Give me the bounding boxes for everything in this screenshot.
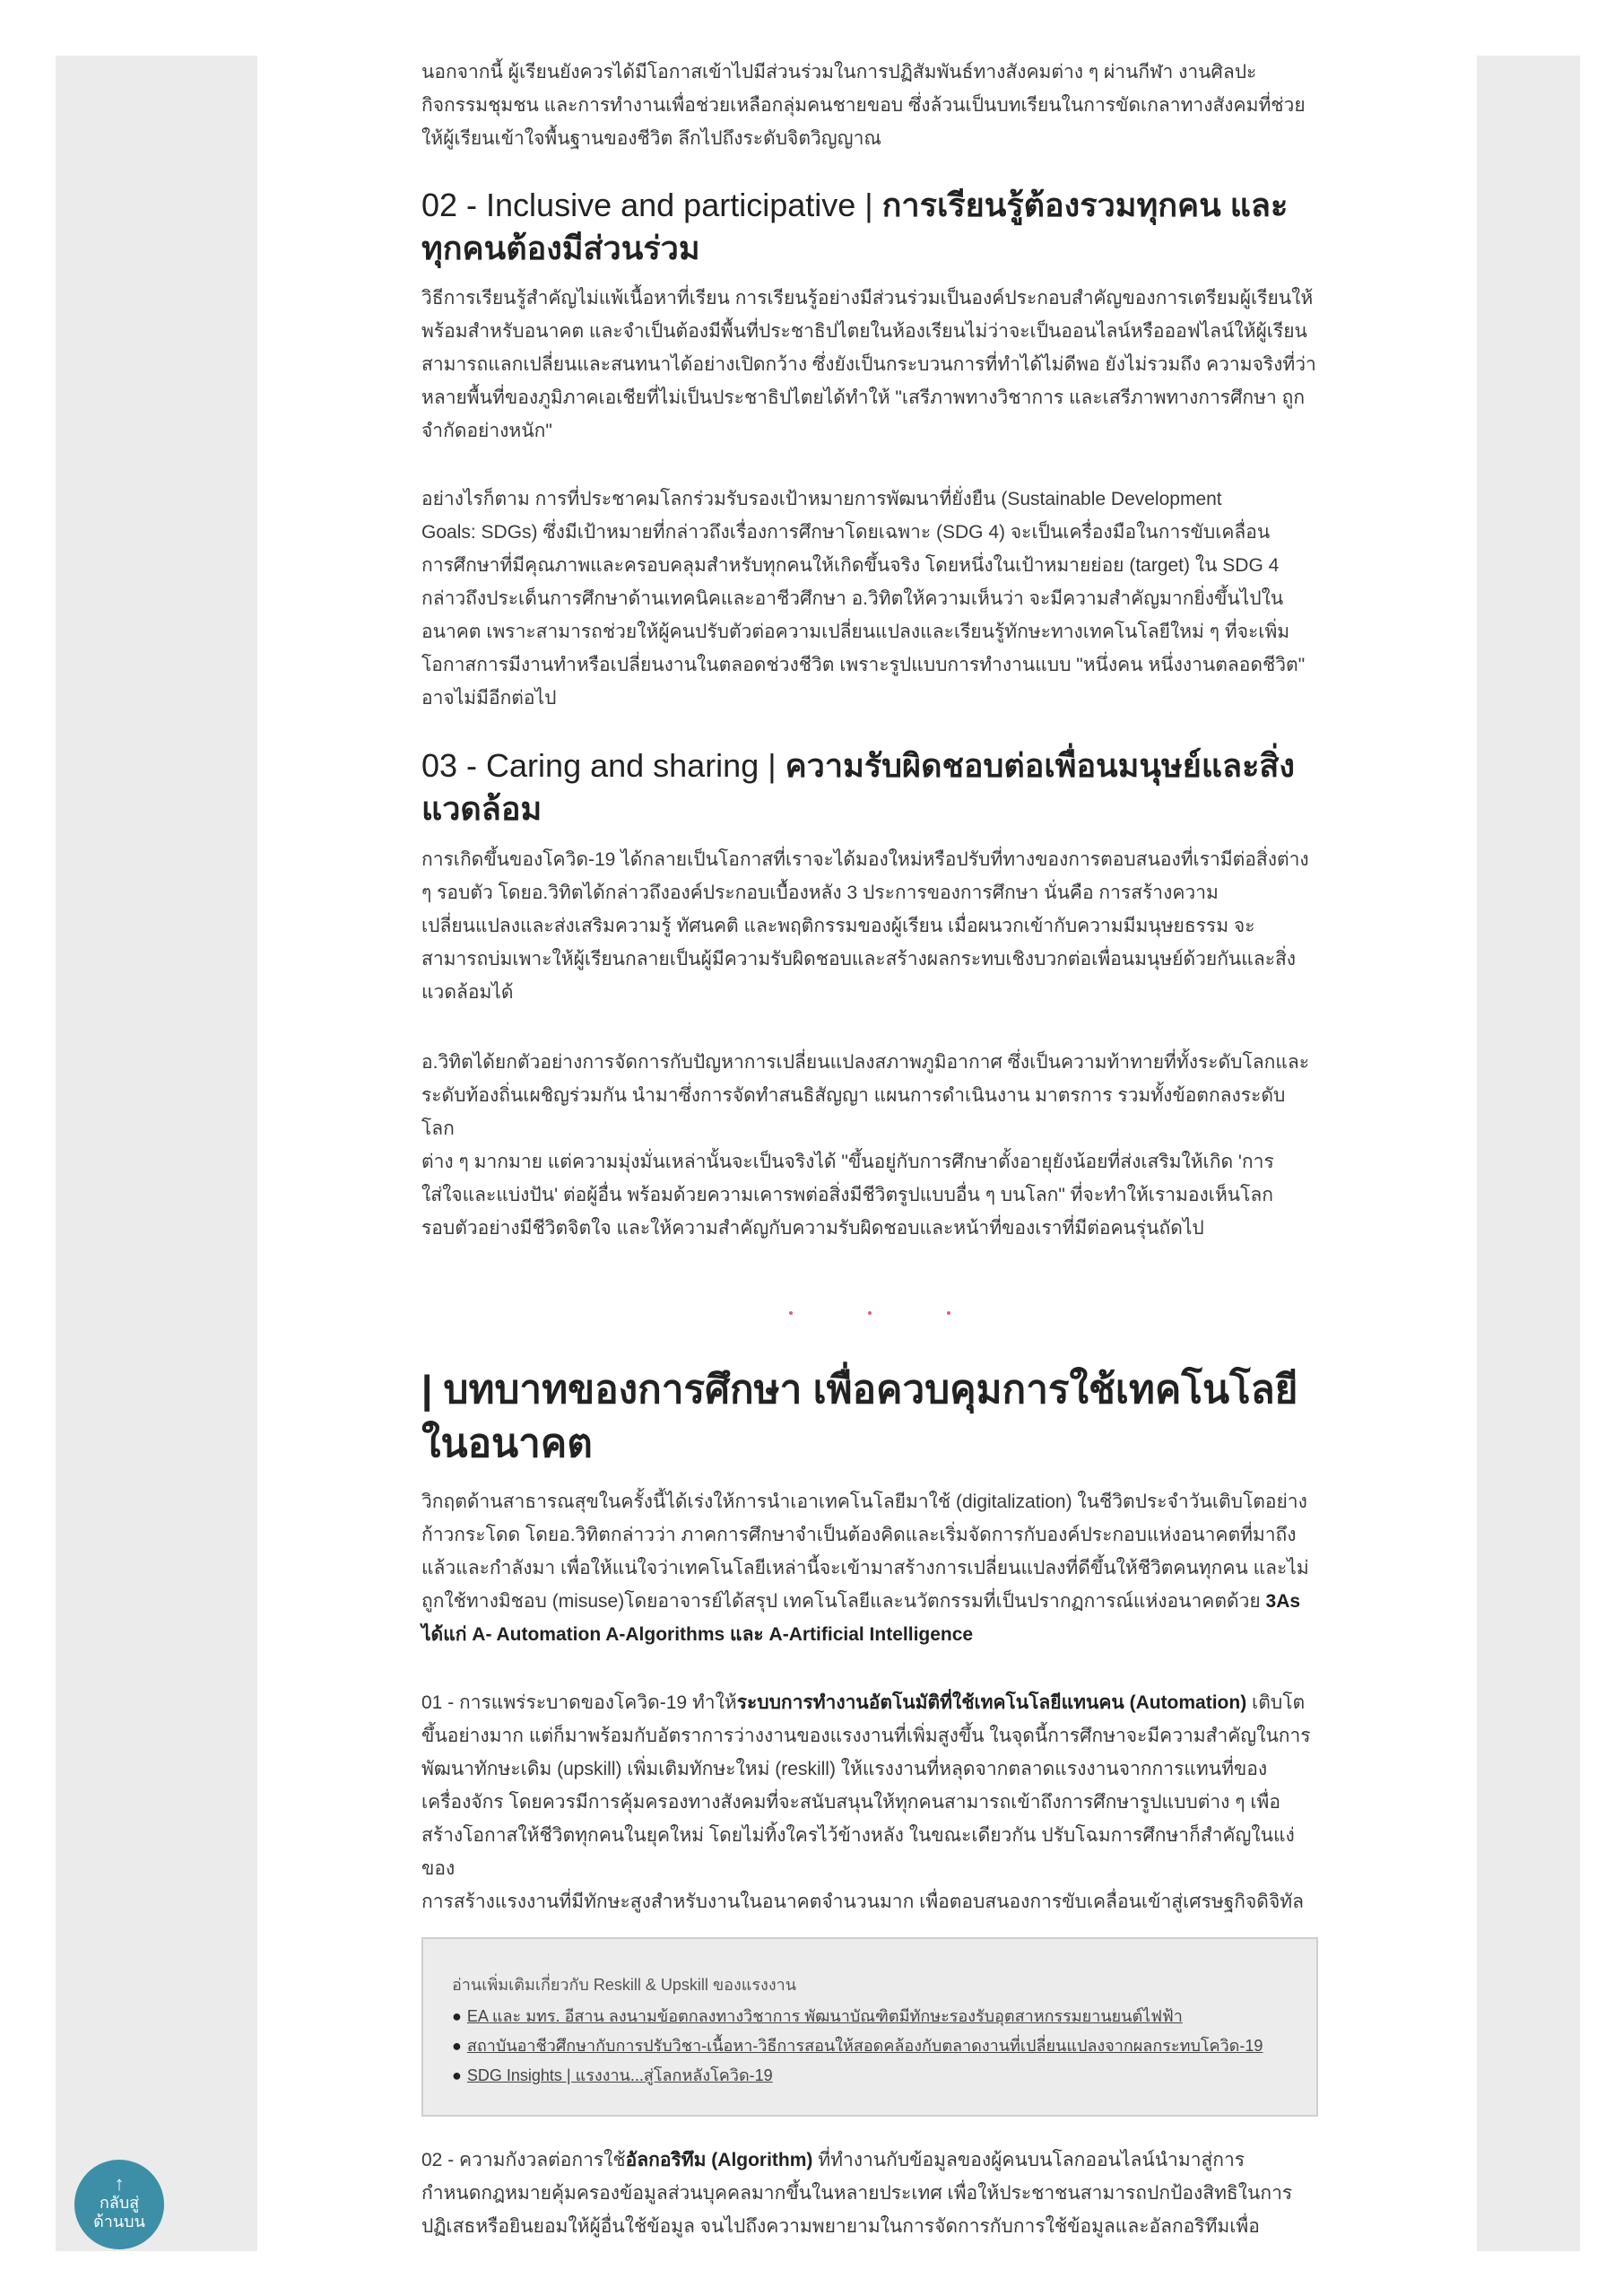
intro-paragraph: นอกจากนี้ ผู้เรียนยังควรได้มีโอกาสเข้าไปมีส่วนร่วมในการปฏิสัมพันธ์ทางสังคมต่าง ๆ ผ่านกีฬา งานศิลปะ กิจกรรมชุมชน และการทำงานเพื่อช่วยเหลือกลุ่มคนชายขอบ ซึ่งล้วนเป็นบทเรียนในการขัดเกลาทางสังคมที่ช่วย ให้ผู้เรียนเข้าใจพื้นฐานของชีวิต ลึกไปถึงระดับจิตวิญญาณ — [421, 62, 1306, 149]
paragraph-03b: อ.วิทิตได้ยกตัวอย่างการจัดการกับปัญหาการเปลี่ยนแปลงสภาพภูมิอากาศ ซึ่งเป็นความท้าทายที่ทั้งระดับโลกและ ระดับท้องถิ่นเผชิญร่วมกัน นำมาซึ่งการจัดทำสนธิสัญญา แผนการดำเนินงาน มาตรการ รวมทั้งข้อตกลงระดับโลก ต่าง ๆ มากมาย แต่ความมุ่งมั่นเหล่านั้นจะเป็นจริงได้ "ขึ้นอยู่กับการศึกษาตั้งอายุยังน้อยที่ส่งเสริมให้เกิด 'การ ใส่ใจและแบ่งปัน' ต่อผู้อื่น พร้อมด้วยความเคารพต่อสิ่งมีชีวิตรูปแบบอื่น ๆ บนโลก" ที่จะทำให้เรามองเห็นโลก รอบตัวอย่างมีชีวิตจิตใจ และให้ความสำคัญกับความรับผิดชอบและหน้าที่ของเราที่มีต่อคนรุ่นถัดไป — [421, 1052, 1310, 1239]
read-more-box — [421, 1937, 1318, 2117]
section-divider-dots — [789, 1311, 968, 1317]
paragraph-02b: อย่างไรก็ตาม การที่ประชาคมโลกร่วมรับรองเป้าหมายการพัฒนาที่ยั่งยืน (Sustainable Development Goals: SDGs) ซึ่งมีเป้าหมายที่กล่าวถึงเรื่องการศึกษาโดยเฉพาะ (SDG 4) จะเป็นเครื่องมือในการขับเคลื่อน การศึกษาที่มีคุณภาพและครอบคลุมสำหรับทุกคนให้เกิดขึ้นจริง โดยหนึ่งในเป้าหมายย่อย (target) ใน SDG 4 กล่าวถึงประเด็นการศึกษาด้านเทคนิคและอาชีวศึกษา อ.วิทิตให้ความเห็นว่า จะมีความสำคัญมากยิ่งขึ้นไปใน อนาคต เพราะสามารถช่วยให้ผู้คนปรับตัวต่อความเปลี่ยนแปลงและเรียนรู้ทักษะทางเทคโนโลยีใหม่ ๆ ที่จะเพิ่ม โอกาสการมีงานทำหรือเปลี่ยนงานในตลอดช่วงชีวิต เพราะรูปแบบการทำงานแบบ "หนึ่งคน หนึ่งงานตลอดชีวิต" อาจไม่มีอีกต่อไป — [421, 489, 1306, 709]
read-more-link-3[interactable]: SDG Insights | แรงงาน...สู่โลกหลังโควิด-19 — [466, 2066, 773, 2084]
read-more-link-2[interactable]: สถาบันอาชีวศึกษากับการปรับวิชา-เนื้อหา-วิธีการสอนให้สอดคล้องกับตลาดงานที่เปลี่ยนแปลงจากผลกระทบโควิด-19 — [466, 2037, 1263, 2055]
algorithm-post: ที่ทำงานกับข้อมูลของผู้คนบนโลกออนไลน์นำมาสู่การ กำหนดกฎหมายคุ้มครองข้อมูลส่วนบุคคลมากขึ้นในหลายประเทศ เพื่อให้ประชาชนสามารถปกป้องสิทธิในการ ปฏิเสธหรือยินยอมให้ผู้อื่นใช้ข้อมูล จนไปถึงความพยายามในการจัดการกับการใช้ข้อมูลและอัลกอริทึมเพื่อ — [421, 2150, 1293, 2237]
algorithm-bold: อัลกอริทึม (Algorithm) — [625, 2150, 813, 2170]
subheading-03-th: ความรับผิดชอบต่อเพื่อนมนุษย์และสิ่งแวดล้อม — [421, 747, 1295, 827]
section-paragraph-1 — [421, 1485, 1318, 1651]
arrow-up-icon: ↑ — [114, 2172, 125, 2195]
back-to-top-button[interactable] — [74, 2160, 164, 2249]
bullet: ● — [452, 2037, 462, 2055]
page-frame — [56, 56, 1580, 2251]
paragraph-02a: วิธีการเรียนรู้สำคัญไม่แพ้เนื้อหาที่เรียน การเรียนรู้อย่างมีส่วนร่วมเป็นองค์ประกอบสำคัญของการเตรียมผู้เรียนให้ พร้อมสำหรับอนาคต และจำเป็นต้องมีพื้นที่ประชาธิปไตยในห้องเรียนไม่ว่าจะเป็นออนไลน์หรือออฟไลน์ให้ผู้เรียน สามารถแลกเปลี่ยนและสนทนาได้อย่างเปิดกว้าง ซึ่งยังเป็นกระบวนการที่ทำได้ไม่ดีพอ ยังไม่รวมถึง ความจริงที่ว่า หลายพื้นที่ของภูมิภาคเอเชียที่ไม่เป็นประชาธิปไตยได้ทำให้ "เสรีภาพทางวิชาการ และเสรีภาพทางการศึกษา ถูก จำกัดอย่างหนัก" — [421, 288, 1316, 441]
read-more-list — [452, 2002, 1263, 2091]
algorithm-paragraph — [421, 2144, 1318, 2243]
subheading-02-en: 02 - Inclusive and participative | — [421, 187, 882, 223]
read-more-title: อ่านเพิ่มเติมเกี่ยวกับ Reskill & Upskill ของแรงงาน — [452, 1976, 797, 1994]
algorithm-pre: 02 - ความกังวลต่อการใช้ — [421, 2150, 626, 2170]
automation-bold: ระบบการทำงานอัตโนมัติที่ใช้เทคโนโลยีแทนคน (Automation) — [736, 1692, 1247, 1713]
article-column — [257, 56, 1477, 2251]
list-item — [452, 2031, 1263, 2061]
list-item — [452, 2002, 1263, 2031]
list-item — [452, 2061, 1263, 2091]
subheading-03-en: 03 - Caring and sharing | — [421, 747, 785, 784]
subheading-02-th: การเรียนรู้ต้องรวมทุกคน และทุกคนต้องมีส่วนร่วม — [421, 187, 1289, 266]
automation-post: เติบโต ขึ้นอย่างมาก แต่ก็มาพร้อมกับอัตราการว่างงานของแรงงานที่เพิ่มสูงขึ้น ในจุดนี้การศึกษาจะมีความสำคัญในการ พัฒนาทักษะเดิม (upskill) เพิ่มเติมทักษะใหม่ (reskill) ให้แรงงานที่หลุดจากตลาดแรงงานจากการแทนที่ของ เครื่องจักร โดยควรมีการคุ้มครองทางสังคมที่จะสนับสนุนให้ทุกคนสามารถเข้าถึงการศึกษารูปแบบต่าง ๆ เพื่อ สร้างโอกาสให้ชีวิตทุกคนในยุคใหม่ โดยไม่ทิ้งใครไว้ข้างหลัง ในขณะเดียวกัน ปรับโฉมการศึกษาก็สำคัญในแง่ของ การสร้างแรงงานที่มีทักษะสูงสำหรับงานในอนาคตจำนวนมาก เพื่อตอบสนองการขับเคลื่อนเข้าสู่เศรษฐกิจดิจิทัล — [421, 1692, 1311, 1912]
back-to-top-label: กลับสู่ ด้านบน — [93, 2194, 145, 2231]
read-more-link-1[interactable]: EA และ มทร. อีสาน ลงนามข้อตกลงทางวิชาการ พัฒนาบัณฑิตมีทักษะรองรับอุตสาหกรรมยานยนต์ไฟฟ้า — [466, 2007, 1183, 2025]
automation-pre: 01 - การแพร่ระบาดของโควิด-19 ทำให้ — [421, 1692, 737, 1713]
bullet: ● — [452, 2007, 462, 2025]
section-paragraph-1-3as: 3As ได้แก่ A- Automation A-Algorithms และ A-Artificial Intelligence — [421, 1591, 1301, 1645]
subheading-02 — [421, 184, 1318, 270]
subheading-03 — [421, 744, 1318, 831]
section-heading: | บทบาทของการศึกษา เพื่อควบคุมการใช้เทคโนโลยีในอนาคต — [421, 1368, 1298, 1465]
automation-paragraph — [421, 1686, 1318, 1918]
bullet: ● — [452, 2066, 462, 2084]
section-paragraph-1-text: วิกฤตด้านสาธารณสุขในครั้งนี้ได้เร่งให้การนำเอาเทคโนโลยีมาใช้ (digitalization) ในชีวิตประจำวันเติบโตอย่าง ก้าวกระโดด โดยอ.วิทิตกล่าวว่า ภาคการศึกษาจำเป็นต้องคิดและเริ่มจัดการกับองค์ประกอบแห่งอนาคตที่มาถึง แล้วและกำลังมา เพื่อให้แน่ใจว่าเทคโนโลยีเหล่านี้จะเข้ามาสร้างการเปลี่ยนแปลงที่ดีขึ้นให้ชีวิตคนทุกคน และไม่ ถูกใช้ทางมิชอบ (misuse)โดยอาจารย์ได้สรุป เทคโนโลยีและนวัตกรรมที่เป็นปรากฏการณ์แห่งอนาคตด้วย — [421, 1492, 1309, 1612]
paragraph-03a: การเกิดขึ้นของโควิด-19 ได้กลายเป็นโอกาสที่เราจะได้มองใหม่หรือปรับที่ทางของการตอบสนองที่เรามีต่อสิ่งต่าง ๆ รอบตัว โดยอ.วิทิตได้กล่าวถึงองค์ประกอบเบื้องหลัง 3 ประการของการศึกษา นั่นคือ การสร้างความ เปลี่ยนแปลงและส่งเสริมความรู้ ทัศนคติ และพฤติกรรมของผู้เรียน เมื่อผนวกเข้ากับความมีมนุษยธรรม จะ สามารถบ่มเพาะให้ผู้เรียนกลายเป็นผู้มีความรับผิดชอบและสร้างผลกระทบเชิงบวกต่อเพื่อนมนุษย์ด้วยกันและสิ่ง แวดล้อมได้ — [421, 849, 1309, 1003]
